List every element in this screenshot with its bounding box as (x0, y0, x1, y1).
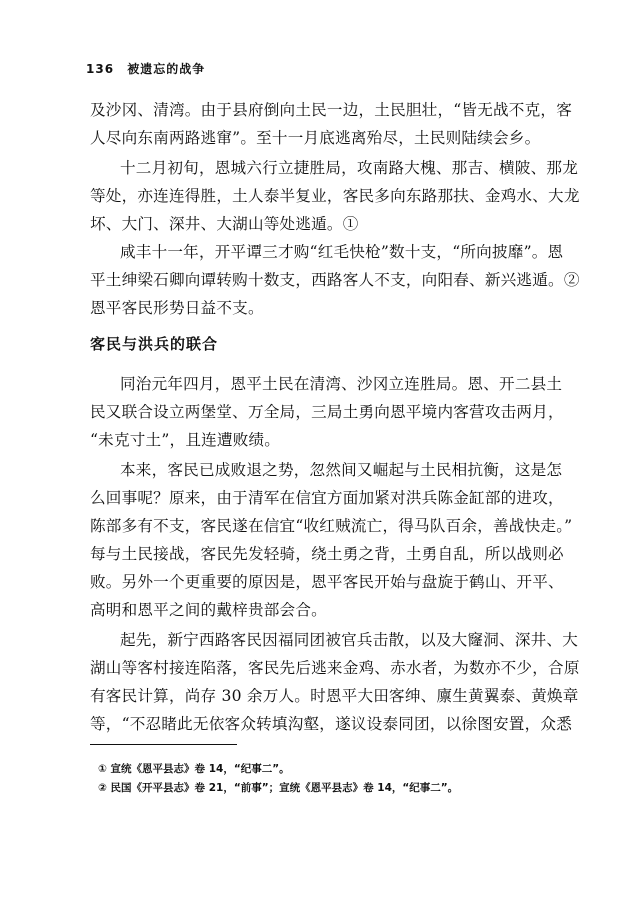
text-line: 民又联合设立两堡堂、万全局，三局土勇向恩平境内客营攻击两月， (90, 403, 564, 421)
footnote-rule (90, 744, 237, 745)
section-heading: 客民与洪兵的联合 (90, 335, 219, 353)
text-line: 有客民计算，尚存 30 余万人。时恩平大田客绅、廪生黄翼泰、黄焕章 (90, 687, 579, 705)
text-line: “未克寸土”，且连遭败绩。 (90, 431, 281, 449)
text-line: 及沙冈、清湾。由于县府倒向土民一边，土民胆壮，“皆无战不克，客 (90, 101, 572, 119)
text-line: 恩平客民形势日益不支。 (90, 299, 264, 317)
text-line: 咸丰十一年，开平谭三才购“红毛快枪”数十支，“所向披靡”。恩 (120, 243, 564, 261)
footnote: ② 民国《开平县志》卷 21，“前事”；宣统《恩平县志》卷 14，“纪事二”。 (98, 782, 459, 794)
text-line: 败。另外一个更重要的原因是，恩平客民开始与盘旋于鹤山、开平、 (90, 573, 564, 591)
text-line: 么回事呢？原来，由于清军在信宜方面加紧对洪兵陈金缸部的进攻， (90, 489, 564, 507)
page-number: 136 (86, 62, 115, 76)
text-line: 坏、大门、深井、大湖山等处逃遁。① (90, 215, 359, 233)
book-title: 被遗忘的战争 (127, 62, 206, 76)
text-line: 湖山等客村接连陷落，客民先后逃来金鸡、赤水者，为数亦不少，合原 (90, 659, 580, 677)
running-header (86, 60, 205, 77)
text-line: 本来，客民已成败退之势，忽然间又崛起与土民相抗衡，这是怎 (120, 461, 563, 479)
text-line: 起先，新宁西路客民因福同团被官兵击散，以及大窿洞、深井、大 (120, 631, 579, 649)
text-line: 平土绅梁石卿向谭转购十数支，西路客人不支，向阳春、新兴逃遁。② (90, 271, 580, 289)
text-line: 同治元年四月，恩平土民在清湾、沙冈立连胜局。恩、开二县土 (120, 375, 563, 393)
text-line: 每与土民接战，客民先发轻骑，绕土勇之背，土勇自乱，所以战则必 (90, 545, 564, 563)
text-line: 等，“不忍睹此无依客众转填沟壑，遂议设泰同团，以徐图安置，众悉 (90, 715, 572, 733)
text-line: 高明和恩平之间的戴梓贵部会合。 (90, 601, 327, 619)
text-line: 等处，亦连连得胜，土人泰半复业，客民多向东路那扶、金鸡水、大龙 (90, 187, 580, 205)
text-line: 陈部多有不支，客民遂在信宜“收红贼流亡，得马队百余，善战快走。” (90, 517, 573, 535)
footnote: ① 宣统《恩平县志》卷 14，“纪事二”。 (98, 763, 290, 775)
text-line: 人尽向东南两路逃窜”。至十一月底逃离殆尽，土民则陆续会乡。 (90, 129, 541, 147)
text-line: 十二月初旬，恩城六行立捷胜局，攻南路大槐、那吉、横陂、那龙 (120, 159, 579, 177)
